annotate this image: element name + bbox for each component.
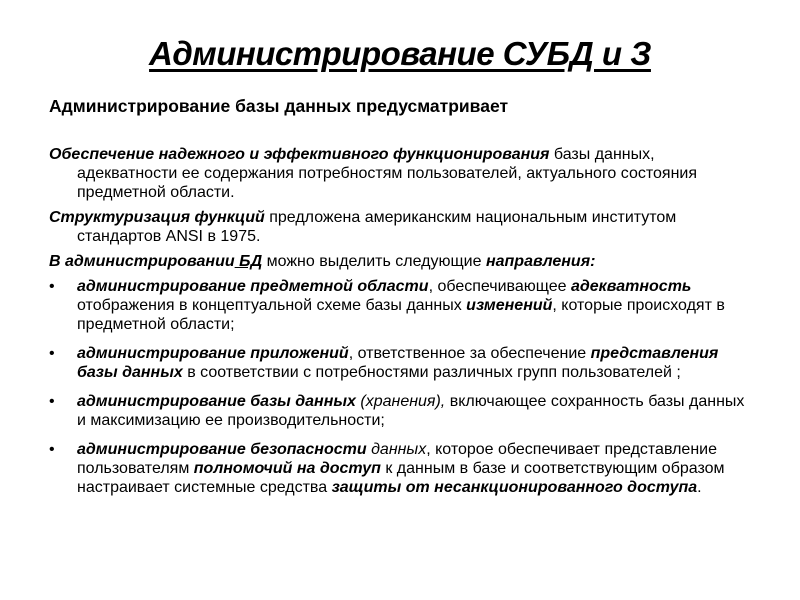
bullet-emphasis: адекватность [570,278,692,295]
paragraph-emphasis: В администрировании [49,253,235,270]
bullet-text: . [697,479,702,496]
bullet-marker: • [49,278,55,295]
bullet-subject-area [49,277,749,334]
bullet-marker: • [49,345,55,362]
bullet-emphasis: полномочий на доступ [193,460,381,477]
bullet-emphasis: представления базы данных [77,345,719,381]
paragraph-emphasis: БД [234,253,263,270]
bullet-text: к данным в базе и соответствующим образом настраивает системные средства [77,460,725,496]
bullet-italic: данных [366,441,427,458]
paragraph-emphasis: Обеспечение надежного и эффективного функционирования [49,146,550,163]
bullet-marker: • [49,393,55,410]
paragraph-emphasis: направления: [485,253,596,270]
bullet-security [49,440,749,497]
bullet-database-storage [49,392,749,430]
bullet-emphasis: администрирование предметной области [77,278,429,295]
slide-subtitle: Администрирование базы данных предусматривает [49,96,509,116]
slide-body [49,145,749,507]
slide-title: Администрирование СУБД и З [149,35,651,72]
bullet-text: в соответствии с потребностями различных групп пользователей ; [182,364,681,381]
bullet-text: , ответственное за обеспечение [348,345,591,362]
bullet-emphasis: администрирование приложений [77,345,349,362]
bullet-emphasis: администрирование базы данных [77,393,356,410]
paragraph-text: базы данных, адекватности ее содержания потребностям пользователей, актуального состояния предметной области. [77,146,697,201]
bullet-marker: • [49,441,55,458]
paragraph-structuring [49,208,749,246]
bullet-emphasis: изменений [466,297,553,314]
bullet-italic: (хранения), [355,393,446,410]
paragraph-functioning [49,145,749,202]
bullet-emphasis: администрирование безопасности [77,441,367,458]
paragraph-text: предложена американским национальным институтом стандартов ANSI в 1975. [77,209,677,245]
paragraph-directions [49,252,749,271]
bullet-applications [49,344,749,382]
paragraph-emphasis: Структуризация функций [49,209,265,226]
bullet-text: включающее сохранность базы данных и максимизацию ее производительности; [77,393,745,429]
paragraph-text: можно выделить следующие [262,253,486,270]
bullet-emphasis: защиты от несанкционированного доступа [331,479,698,496]
bullet-text: , обеспечивающее [428,278,571,295]
bullet-text: отображения в концептуальной схеме базы данных [77,297,467,314]
bullet-text: , которое обеспечивает представление пользователям [77,441,717,477]
bullet-text: , которые происходят в предметной области; [77,297,725,333]
